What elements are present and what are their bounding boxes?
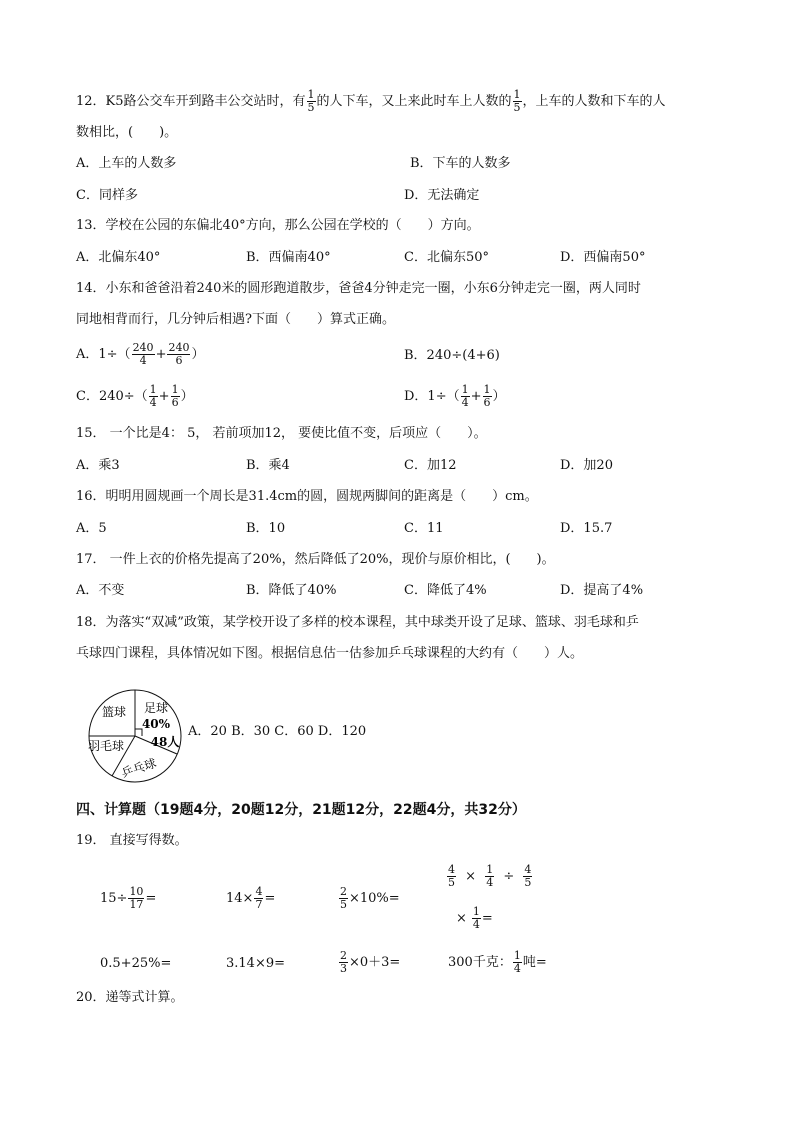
- q19-expr-4-line1[interactable]: $\frac{4}{5}$ × $\frac{1}{4}$ ÷ $\frac{4}{5}$: [448, 863, 532, 889]
- pie-label-pingpong: 乒乓球: [119, 755, 159, 781]
- q12-fraction-1: $\frac{1}{5}$: [307, 88, 315, 114]
- q14-option-a[interactable]: A．1÷（ $\frac{240}{4}$ + $\frac{240}{6}$ ）: [76, 341, 205, 367]
- q19-e3-fraction: $\frac{2}{5}$: [340, 885, 347, 911]
- q15-option-b[interactable]: B．乘4: [246, 458, 290, 473]
- q12-option-b[interactable]: B．下车的人数多: [410, 156, 511, 171]
- q14-option-d[interactable]: D．1÷（ $\frac{1}{4}$ + $\frac{1}{6}$ ）: [404, 383, 506, 409]
- pie-label-basketball: 篮球: [101, 705, 127, 719]
- q12-stem-a: 12．K5路公交车开到路丰公交站时，有: [76, 94, 306, 109]
- q14-a-fraction-2: $\frac{240}{6}$: [168, 341, 190, 367]
- q12-stem-c: ，上车的人数和下车的人: [522, 94, 666, 109]
- q13-option-d[interactable]: D．西偏南50°: [560, 250, 646, 265]
- q14-c-fraction-1: $\frac{1}{4}$: [149, 383, 157, 409]
- q17-option-c[interactable]: C．降低了4%: [404, 583, 487, 598]
- q19-e1-fraction: $\frac{10}{17}$: [129, 885, 144, 911]
- q19-e4-fraction-2: $\frac{1}{4}$: [486, 863, 494, 889]
- q14-stem-line2: 同地相背而行，几分钟后相遇?下面（ ）算式正确。: [76, 312, 395, 327]
- q19-expr-4-line2[interactable]: × $\frac{1}{4}$ =: [456, 905, 493, 931]
- q18-options[interactable]: A．20 B．30 C．60 D．120: [188, 724, 367, 739]
- pie-label-football-count: 48人: [150, 735, 180, 749]
- pie-label-football-percent: 40%: [141, 717, 171, 731]
- q18-stem-line1: 18．为落实“双减”政策，某学校开设了多样的校本课程，其中球类开设了足球、篮球、羽毛球和乒: [76, 615, 639, 630]
- q19-expr-3[interactable]: $\frac{2}{5}$ ×10%=: [340, 885, 400, 911]
- q19-e4-fraction-1: $\frac{4}{5}$: [448, 863, 455, 889]
- q19-e4-fraction-4: $\frac{1}{4}$: [472, 905, 480, 931]
- q19-stem: 19． 直接写得数。: [76, 833, 188, 848]
- q19-expr-5[interactable]: 0.5+25%=: [100, 956, 172, 971]
- q19-e2-fraction: $\frac{4}{7}$: [255, 885, 263, 911]
- q19-expr-6[interactable]: 3.14×9=: [226, 956, 286, 971]
- q15-stem: 15． 一个比是4： 5， 若前项加12， 要使比值不变，后项应（ ）。: [76, 426, 487, 441]
- pie-label-football: 足球: [143, 701, 169, 715]
- q12-stem-b: 的人下车，又上来此时车上人数的: [316, 94, 512, 109]
- q15-option-c[interactable]: C．加12: [404, 458, 457, 473]
- q16-option-b[interactable]: B．10: [246, 521, 286, 536]
- q14-option-b[interactable]: B．240÷(4+6): [404, 348, 500, 363]
- q14-option-c[interactable]: C．240÷（ $\frac{1}{4}$ + $\frac{1}{6}$ ）: [76, 383, 194, 409]
- q12-option-a[interactable]: A．上车的人数多: [76, 156, 177, 171]
- q14-d-fraction-1: $\frac{1}{4}$: [461, 383, 469, 409]
- q17-option-a[interactable]: A．不变: [76, 583, 125, 598]
- q13-option-b[interactable]: B．西偏南40°: [246, 250, 331, 265]
- q15-option-d[interactable]: D．加20: [560, 458, 613, 473]
- q12-stem-line2: 数相比，( )。: [76, 125, 178, 140]
- q19-expr-1[interactable]: 15÷ $\frac{10}{17}$ =: [100, 885, 157, 911]
- q13-stem: 13．学校在公园的东偏北40°方向，那么公园在学校的（ ）方向。: [76, 218, 480, 233]
- q14-a-fraction-1: $\frac{240}{4}$: [132, 341, 154, 367]
- q19-e8-fraction: $\frac{1}{4}$: [513, 949, 521, 975]
- q17-option-b[interactable]: B．降低了40%: [246, 583, 337, 598]
- q16-option-a[interactable]: A．5: [76, 521, 107, 536]
- q14-stem-line1: 14．小东和爸爸沿着240米的圆形跑道散步，爸爸4分钟走完一圈，小东6分钟走完一圈，两人同时: [76, 281, 641, 296]
- sports-pie-chart: [80, 688, 190, 784]
- q13-option-a[interactable]: A．北偏东40°: [76, 250, 161, 265]
- section-4-title: 四、计算题（19题4分，20题12分，21题12分，22题4分，共32分）: [76, 802, 526, 818]
- q14-c-fraction-2: $\frac{1}{6}$: [171, 383, 179, 409]
- q12-fraction-2: $\frac{1}{5}$: [513, 88, 521, 114]
- q12-option-c[interactable]: C．同样多: [76, 188, 138, 203]
- q13-option-c[interactable]: C．北偏东50°: [404, 250, 489, 265]
- q14-d-fraction-2: $\frac{1}{6}$: [483, 383, 491, 409]
- q17-option-d[interactable]: D．提高了4%: [560, 583, 644, 598]
- q16-option-d[interactable]: D．15.7: [560, 521, 613, 536]
- q19-expr-2[interactable]: 14× $\frac{4}{7}$ =: [226, 885, 276, 911]
- pie-label-badminton: 羽毛球: [87, 739, 125, 753]
- q17-stem: 17． 一件上衣的价格先提高了20%，然后降低了20%，现价与原价相比，( )。: [76, 552, 555, 567]
- q16-stem: 16．明明用圆规画一个周长是31.4cm的圆，圆规两脚间的距离是（ ）cm。: [76, 489, 538, 504]
- q20-stem: 20．递等式计算。: [76, 990, 184, 1005]
- q16-option-c[interactable]: C．11: [404, 521, 444, 536]
- q19-expr-7[interactable]: $\frac{2}{3}$ ×0＋3=: [340, 949, 401, 975]
- q19-e4-fraction-3: $\frac{4}{5}$: [524, 863, 532, 889]
- q19-expr-8[interactable]: 300千克： $\frac{1}{4}$ 吨=: [448, 949, 547, 975]
- q15-option-a[interactable]: A．乘3: [76, 458, 120, 473]
- q19-e7-fraction: $\frac{2}{3}$: [340, 949, 347, 975]
- q18-stem-line2: 乓球四门课程，具体情况如下图。根据信息估一估参加乒乓球课程的大约有（ ）人。: [76, 646, 584, 661]
- q12-stem-line1: [76, 89, 666, 114]
- q12-option-d[interactable]: D．无法确定: [404, 188, 480, 203]
